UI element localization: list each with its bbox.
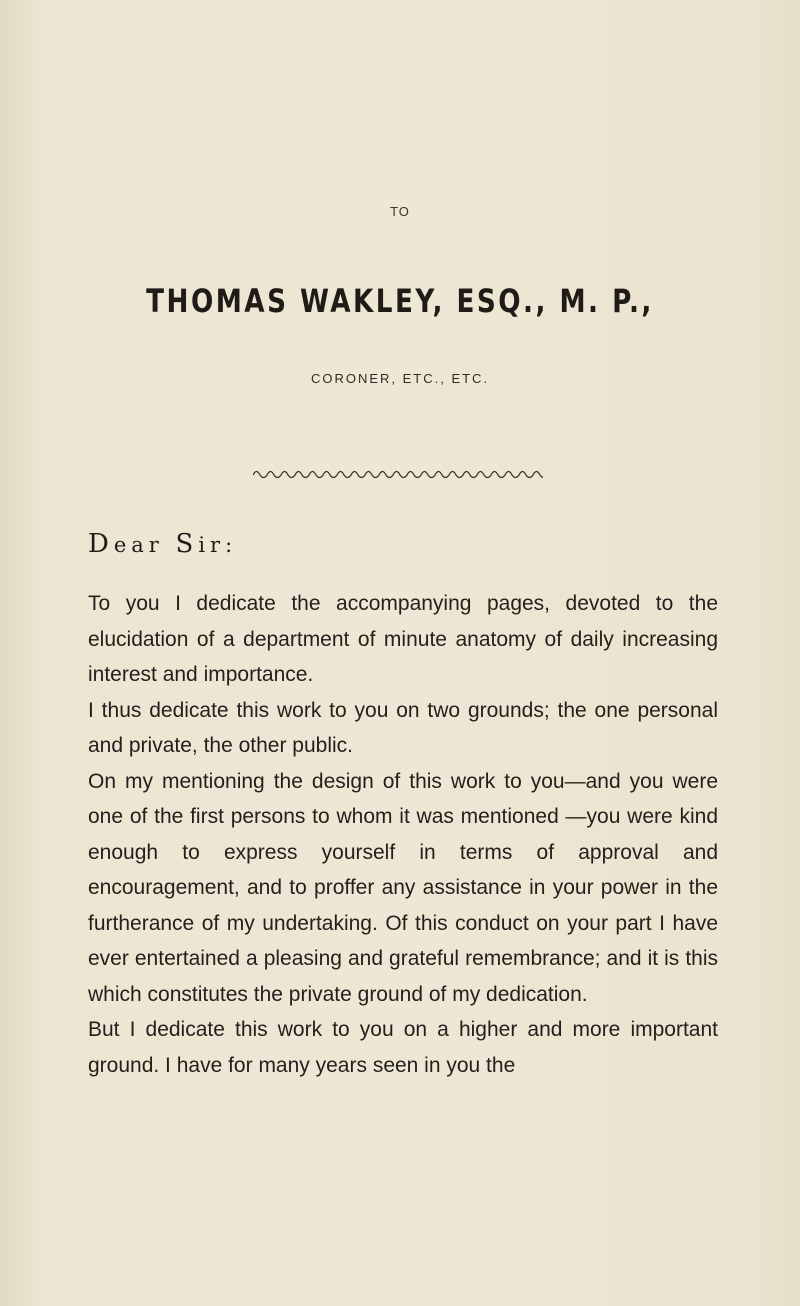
salutation-initial-s: S: [175, 529, 199, 559]
paragraph-1: To you I dedicate the accompanying pages, devoted to the elucidation of a department of minute anatomy of daily increasing interest and importance.: [88, 592, 718, 686]
dedicatee-name: THOMAS WAKLEY, ESQ., M. P.,: [146, 282, 654, 320]
salutation-end: ir:: [198, 533, 238, 557]
paragraph-2: I thus dedicate this work to you on two grounds; the one personal and private, the other public.: [88, 698, 718, 757]
salutation-initial-d: D: [88, 529, 114, 559]
letter-body: [88, 586, 718, 1083]
dedication-to: TO: [390, 204, 410, 219]
salutation-part: ear: [113, 533, 176, 557]
dedicatee-office: CORONER, ETC., ETC.: [310, 371, 490, 386]
salutation: [88, 529, 237, 559]
paragraph-4: But I dedicate this work to you on a higher and more important ground. I have for many years seen in you the: [88, 1018, 718, 1077]
paragraph-3: On my mentioning the design of this work to you—and you were one of the first persons to whom it was mentioned —you were kind enough to express yourself in terms of approval and encouragement, and to proffer any assistance in your power in the furtherance of my undertaking. Of this conduct on your part I have ever entertained a pleasing and grateful remembrance; and it is this which constitutes the private ground of my dedication.: [88, 769, 718, 1006]
wavy-rule-ornament: [253, 466, 543, 480]
